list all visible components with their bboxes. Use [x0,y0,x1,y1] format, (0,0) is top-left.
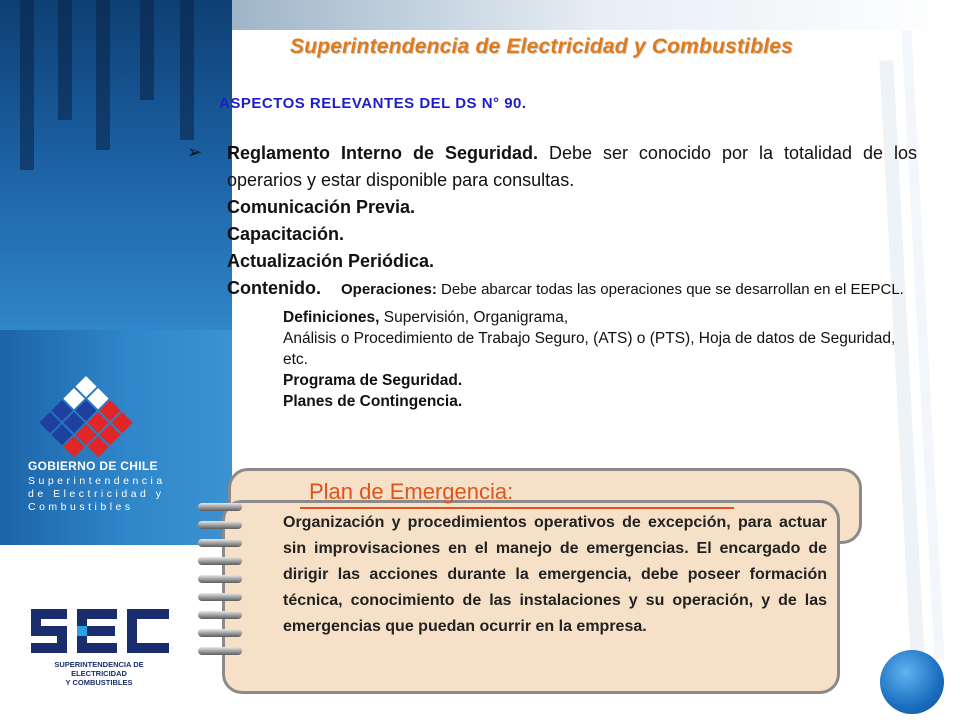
ring-icon [198,557,242,565]
ring-icon [198,575,242,583]
main-content [187,140,918,412]
sub-programa: Programa de Seguridad. [283,372,463,389]
item-reglamento [227,140,917,194]
operaciones-text: Debe abarcar todas las operaciones que se desarrollan en el EEPCL. [436,281,904,298]
item-reglamento-title: Reglamento Interno de Seguridad. [227,143,538,163]
ring-icon [198,629,242,637]
plan-text: Organización y procedimientos operativos de excepción, para actuar sin improvisaciones en el manejo de emergencias. El encargado de dirigir las acciones durante la emergencia, debe poseer formación técnica, conocimiento de las instalaciones y su operación, y de las emergencias que puedan ocurrir en la empresa. [283,514,827,635]
arrow-bullet-icon: ➢ [187,142,203,162]
sub-definiciones [283,307,903,328]
sub-planes: Planes de Contingencia. [283,393,463,410]
definiciones-label: Definiciones, [283,309,380,326]
ring-icon [198,647,242,655]
sec-logo-icon [27,605,172,657]
sec-logo-caption: SUPERINTENDENCIA DE ELECTRICIDAD Y COMBUSTIBLES [54,660,144,687]
ring-icon [198,539,242,547]
ring-icon [198,521,242,529]
ring-icon [198,503,242,511]
plan-title: Plan de Emergencia: [300,480,734,509]
ring-icon [198,593,242,601]
header-strip [232,0,960,30]
gobierno-subtitle: Superintendencia de Electricidad y Combustibles [28,475,166,513]
item-reglamento-text: Debe ser conocido por la totalidad de los operarios y estar disponible para consultas. [227,143,917,190]
item-capacitacion: Capacitación. [227,224,345,244]
section-subtitle: ASPECTOS RELEVANTES DEL DS N° 90. [219,95,527,112]
page-title: Superintendencia de Electricidad y Combustibles [290,35,794,58]
contenido-label: Contenido. [227,278,321,298]
bullet-item [187,140,918,194]
operaciones-label: Operaciones: [341,281,437,298]
item-actualizacion: Actualización Periódica. [227,251,435,271]
definiciones-text: Supervisión, Organigrama, [379,309,569,326]
decorative-ball [880,650,944,714]
item-comunicacion: Comunicación Previa. [227,197,416,217]
sub-analisis: Análisis o Procedimiento de Trabajo Seguro, (ATS) o (PTS), Hoja de datos de Seguridad, etc. [283,330,896,368]
gobierno-logo-icon [30,368,142,468]
ring-icon [198,611,242,619]
item-contenido [227,275,917,303]
gobierno-de-chile-label: GOBIERNO DE CHILE [28,459,158,473]
